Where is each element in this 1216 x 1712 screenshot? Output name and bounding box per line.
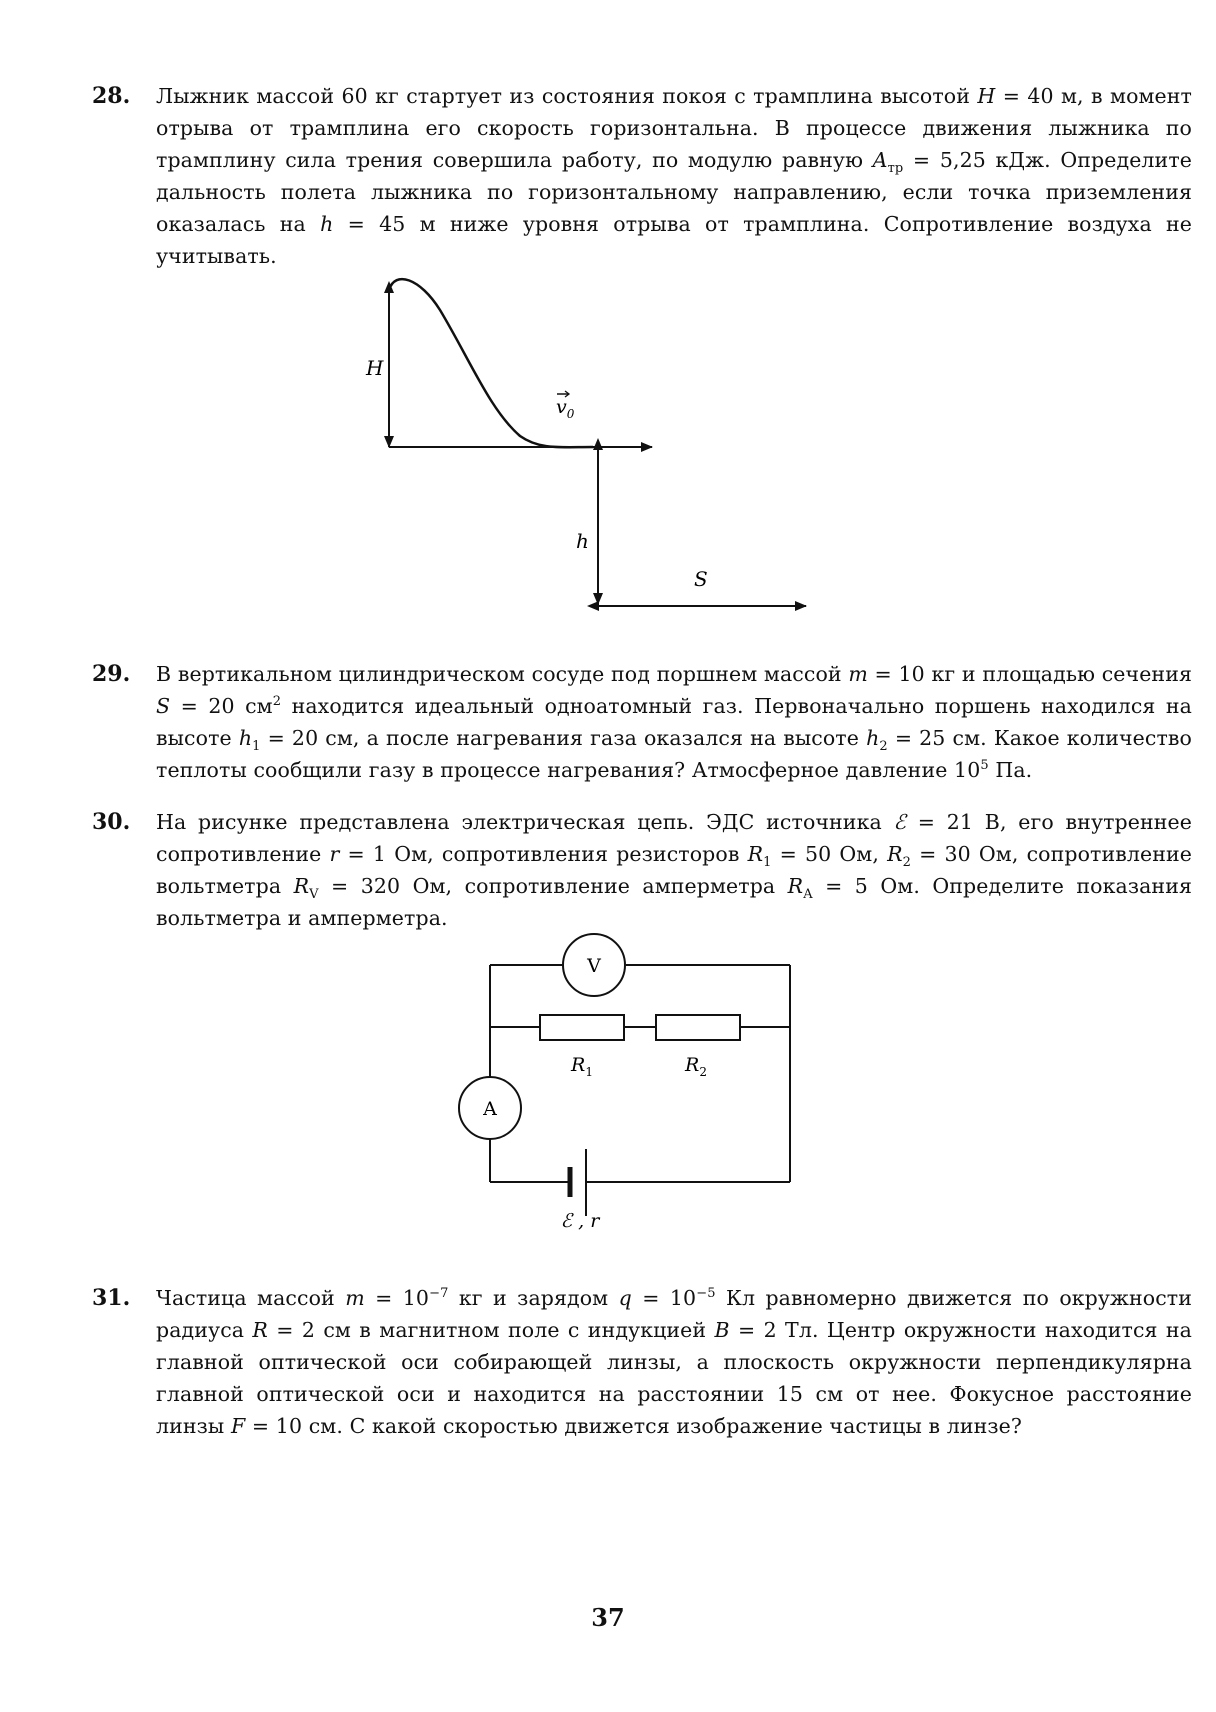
r2-label: $R_2$: [685, 1054, 707, 1079]
problem-text: В вертикальном цилиндрическом сосуде под поршнем массой m = 10 кг и площадью сечения S = 20 $см^2$ находится идеальный одноатомный газ. Первоначально поршень находился на высоте $h_1 = 20$ см, а после нагревания газа оказался на высоте $h_2 = 25$ см. Какое количество теплоты сообщили газу в процессе нагревания? Атмосферное давление $10^5$ Па.: [156, 662, 1192, 782]
label-v0: $v_0$: [556, 396, 575, 421]
label-S: S: [694, 567, 708, 591]
problem-number: 31.: [92, 1285, 131, 1311]
source-label: ℰ , r: [560, 1210, 600, 1232]
label-h: h: [576, 529, 589, 553]
voltmeter-label: V: [587, 955, 601, 977]
label-H: H: [366, 356, 384, 380]
problem-30: [92, 806, 1192, 934]
resistor-r1: [540, 1015, 624, 1040]
problem-text: Частица массой $m = 10^{-7}$ кг и зарядом $q = 10^{-5}$ Кл равномерно движется по окружности радиуса R = 2 см в магнитном поле с индукцией B = 2 Тл. Центр окружности находится на главной оптической оси собирающей линзы, а плоскость окружности перпендикулярна главной оптической оси и находится на расстоянии 15 см от нее. Фокусное расстояние линзы F = 10 см. С какой скоростью движется изображение частицы в линзе?: [156, 1286, 1193, 1438]
circuit-diagram: [450, 935, 810, 1235]
ammeter-label: A: [483, 1098, 497, 1120]
problem-28: [92, 80, 1192, 272]
problem-29: [92, 658, 1192, 786]
ramp-curve: [389, 279, 593, 447]
r1-label: $R_1$: [571, 1054, 593, 1079]
problem-number: 30.: [92, 809, 131, 835]
problem-31: [92, 1282, 1192, 1442]
page-number: 37: [591, 1603, 625, 1632]
problem-number: 29.: [92, 661, 131, 687]
problem-number: 28.: [92, 83, 131, 109]
ski-jump-diagram: [366, 270, 900, 640]
problem-text: На рисунке представлена электрическая цепь. ЭДС источника ℰ = 21 В, его внутреннее сопротивление r = 1 Ом, сопротивления резисторов $R_1 = 50$ Ом, $R_2 = 30$ Ом, сопротивление вольтметра $R_V = 320$ Ом, сопротивление амперметра $R_A = 5$ Ом. Определите показания вольтметра и амперметра.: [156, 810, 1192, 930]
resistor-r2: [656, 1015, 740, 1040]
problem-text: Лыжник массой 60 кг стартует из состояния покоя с трамплина высотой H = 40 м, в момент отрыва от трамплина его скорость горизонтальна. В процессе движения лыжника по трамплину сила трения совершила работу, по модулю равную $A_{тр} = 5,25$ кДж. Определите дальность полета лыжника по горизонтальному направлению, если точка приземления оказалась на h = 45 м ниже уровня отрыва от трамплина. Сопротивление воздуха не учитывать.: [156, 84, 1192, 268]
